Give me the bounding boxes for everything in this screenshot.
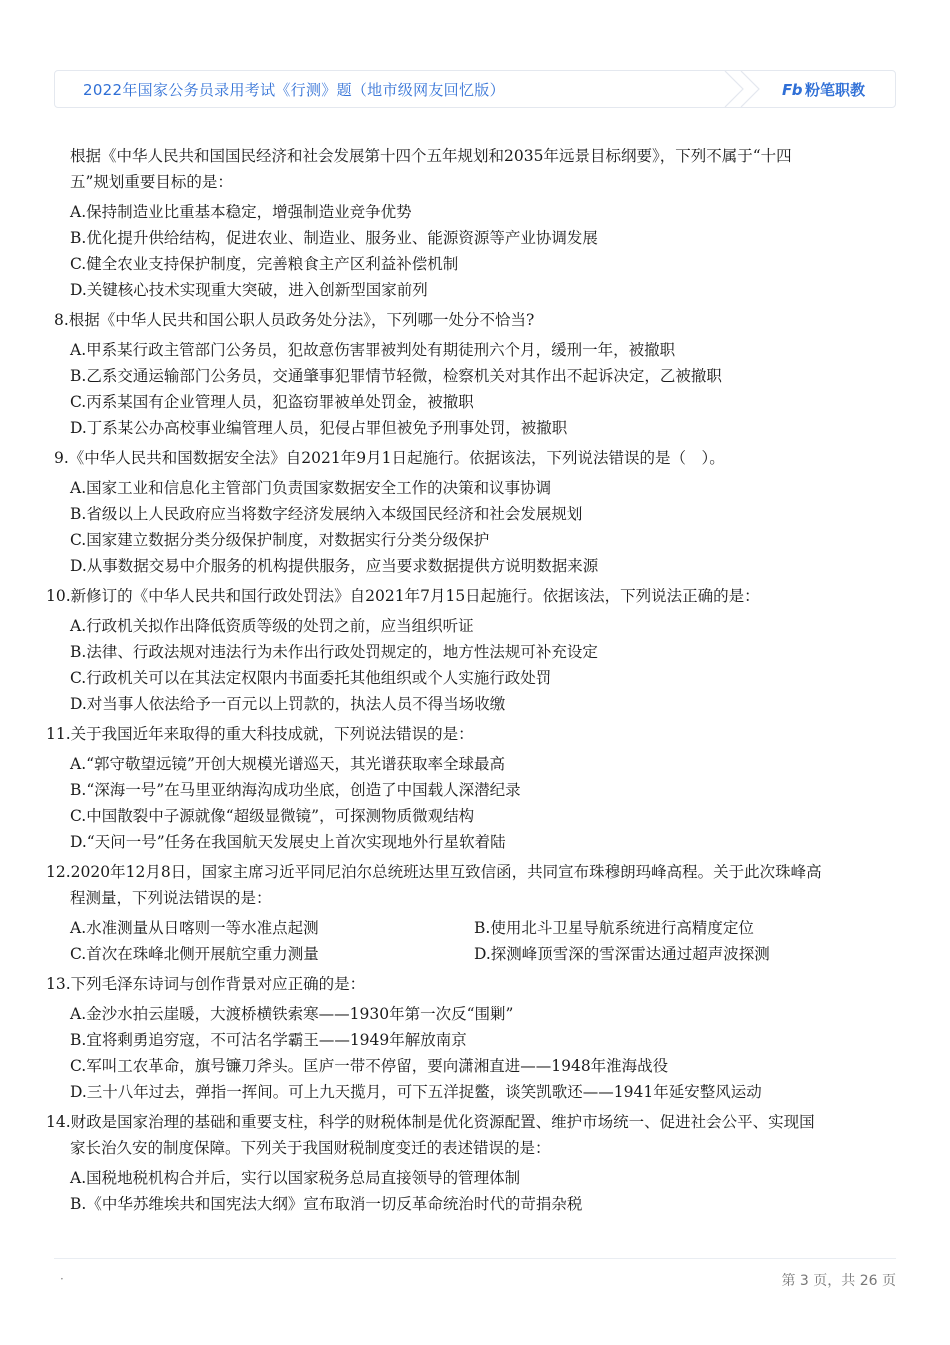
text-line: A.金沙水拍云崖暖，大渡桥横铁索寒——1930年第一次反“围剿” bbox=[70, 1005, 514, 1023]
header-divider-chevron-icon bbox=[723, 71, 783, 107]
text-line: A.保持制造业比重基本稳定，增强制造业竞争优势 bbox=[70, 203, 412, 221]
text-line: 14.财政是国家治理的基础和重要支柱，科学的财税体制是优化资源配置、维护市场统一、促进社会公平、实现国 bbox=[46, 1113, 815, 1131]
text-line: C.丙系某国有企业管理人员，犯盗窃罪被单处罚金，被撤职 bbox=[70, 393, 474, 411]
text-line: A.“郭守敬望远镜”开创大规模光谱巡天，其光谱获取率全球最高 bbox=[70, 755, 505, 773]
text-line: B.《中华苏维埃共和国宪法大纲》宣布取消一切反革命统治时代的苛捐杂税 bbox=[70, 1195, 583, 1213]
text-line: B.使用北斗卫星导航系统进行高精度定位 bbox=[474, 919, 754, 937]
text-line: D.丁系某公办高校事业编管理人员，犯侵占罪但被免予刑事处罚，被撤职 bbox=[70, 419, 568, 437]
text-line: 根据《中华人民共和国国民经济和社会发展第十四个五年规划和2035年远景目标纲要》，下列不属于“十四 bbox=[70, 147, 792, 165]
text-line: C.首次在珠峰北侧开展航空重力测量 bbox=[70, 945, 319, 963]
text-line: 家长治久安的制度保障。下列关于我国财税制度变迁的表述错误的是： bbox=[70, 1139, 551, 1157]
text-line: D.对当事人依法给予一百元以上罚款的，执法人员不得当场收缴 bbox=[70, 695, 506, 713]
text-line: 9.《中华人民共和国数据安全法》自2021年9月1日起施行。依据该法，下列说法错误的是（ ）。 bbox=[54, 449, 725, 467]
text-line: A.甲系某行政主管部门公务员，犯故意伤害罪被判处有期徒刑六个月，缓刑一年，被撤职 bbox=[70, 341, 676, 359]
text-line: B.省级以上人民政府应当将数字经济发展纳入本级国民经济和社会发展规划 bbox=[70, 505, 583, 523]
text-line: C.健全农业支持保护制度，完善粮食主产区利益补偿机制 bbox=[70, 255, 459, 273]
text-line: B.“深海一号”在马里亚纳海沟成功坐底，创造了中国载人深潜纪录 bbox=[70, 781, 521, 799]
text-line: B.宜将剩勇追穷寇，不可沽名学霸王——1949年解放南京 bbox=[70, 1031, 467, 1049]
text-line: C.国家建立数据分类分级保护制度，对数据实行分类分级保护 bbox=[70, 531, 490, 549]
text-line: D.“天问一号”任务在我国航天发展史上首次实现地外行星软着陆 bbox=[70, 833, 506, 851]
text-line: D.关键核心技术实现重大突破，进入创新型国家前列 bbox=[70, 281, 428, 299]
text-line: 10.新修订的《中华人民共和国行政处罚法》自2021年7月15日起施行。依据该法，下列说法正确的是： bbox=[46, 587, 760, 605]
text-line: 12.2020年12月8日，国家主席习近平同尼泊尔总统班达里互致信函，共同宣布珠穆朗玛峰高程。关于此次珠峰高 bbox=[46, 863, 822, 881]
text-line: A.国税地税机构合并后，实行以国家税务总局直接领导的管理体制 bbox=[70, 1169, 521, 1187]
text-line: D.探测峰顶雪深的雪深雷达通过超声波探测 bbox=[474, 945, 770, 963]
page-number: 第 3 页，共 26 页 bbox=[781, 1273, 896, 1289]
document-header bbox=[54, 70, 896, 108]
brand-mark-icon: Fb bbox=[782, 80, 802, 99]
text-line: B.乙系交通运输部门公务员，交通肇事犯罪情节轻微，检察机关对其作出不起诉决定，乙被撤职 bbox=[70, 367, 722, 385]
text-line: C.行政机关可以在其法定权限内书面委托其他组织或个人实施行政处罚 bbox=[70, 669, 552, 687]
text-line: C.军叫工农革命，旗号镰刀斧头。匡庐一带不停留，要向潇湘直进——1948年淮海战役 bbox=[70, 1057, 669, 1075]
text-line: B.优化提升供给结构，促进农业、制造业、服务业、能源资源等产业协调发展 bbox=[70, 229, 598, 247]
text-line: A.行政机关拟作出降低资质等级的处罚之前，应当组织听证 bbox=[70, 617, 474, 635]
footer-divider bbox=[54, 1258, 896, 1259]
text-line: 程测量，下列说法错误的是： bbox=[70, 889, 272, 907]
brand-name: 粉笔职教 bbox=[804, 81, 865, 99]
text-line: D.三十八年过去，弹指一挥间。可上九天揽月，可下五洋捉鳖，谈笑凯歌还——1941年延安整风运动 bbox=[70, 1083, 762, 1101]
text-line: A.国家工业和信息化主管部门负责国家数据安全工作的决策和议事协调 bbox=[70, 479, 552, 497]
text-line: A.水准测量从日喀则一等水准点起测 bbox=[70, 919, 319, 937]
text-line: D.从事数据交易中介服务的机构提供服务，应当要求数据提供方说明数据来源 bbox=[70, 557, 599, 575]
text-line: 13.下列毛泽东诗词与创作背景对应正确的是： bbox=[46, 975, 366, 993]
text-line: 11.关于我国近年来取得的重大科技成就，下列说法错误的是： bbox=[46, 725, 474, 743]
document-title: 2022年国家公务员录用考试《行测》题（地市级网友回忆版） bbox=[83, 81, 505, 99]
text-line: 五”规划重要目标的是： bbox=[70, 173, 233, 191]
footer-mark: · bbox=[60, 1272, 64, 1286]
text-line: C.中国散裂中子源就像“超级显微镜”，可探测物质微观结构 bbox=[70, 807, 475, 825]
text-line: B.法律、行政法规对违法行为未作出行政处罚规定的，地方性法规可补充设定 bbox=[70, 643, 598, 661]
text-line: 8.根据《中华人民共和国公职人员政务处分法》，下列哪一处分不恰当? bbox=[54, 311, 535, 329]
brand-logo bbox=[782, 79, 865, 100]
